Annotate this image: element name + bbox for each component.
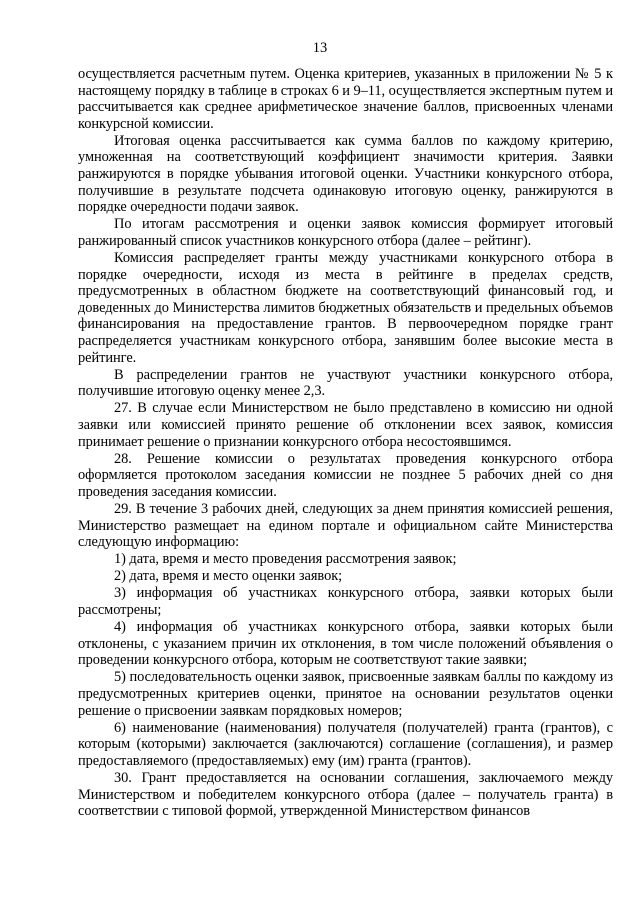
- paragraph-rating: По итогам рассмотрения и оценки заявок комиссия формирует итоговый ранжированный список участников конкурсного отбора (далее – рейтинг).: [78, 216, 613, 249]
- paragraph-minimum-score: В распределении грантов не участвуют участники конкурсного отбора, получившие итоговую оценку менее 2,3.: [78, 366, 613, 400]
- clause-29: 29. В течение 3 рабочих дней, следующих за днем принятия комиссией решения, Министерство размещает на едином портале и официальном сайте Министерства следующую информацию:: [78, 500, 613, 551]
- list-item-3: 3) информация об участниках конкурсного отбора, заявки которых были рассмотрены;: [78, 585, 613, 618]
- document-body: [78, 66, 613, 820]
- list-item-4: 4) информация об участниках конкурсного отбора, заявки которых были отклонены, с указанием причин их отклонения, в том числе положений объявления о проведении конкурсного отбора, которым не соответствуют такие заявки;: [78, 619, 613, 669]
- list-item-6: 6) наименование (наименования) получателя (получателей) гранта (грантов), с которым (которыми) заключается (заключаются) соглашение (соглашения), и размер предоставляемого (предоставляемых) ему (им) гранта (грантов).: [78, 719, 613, 769]
- clause-27: 27. В случае если Министерством не было представлено в комиссию ни одной заявки или комиссией принято решение об отклонении всех заявок, комиссия принимает решение о признании конкурсного отбора несостоявшимся.: [78, 400, 613, 450]
- paragraph-grant-distribution: Комиссия распределяет гранты между участниками конкурсного отбора в порядке очередности, исходя из места в рейтинге в пределах средств, предусмотренных в областном бюджете на соответствующий финансовый год, и доведенных до Министерства лимитов бюджетных обязательств и предельных объемов финансирования на предоставление грантов. В первоочередном порядке грант распределяется участникам конкурсного отбора, занявшим более высокие места в рейтинге.: [78, 250, 613, 366]
- list-item-2: 2) дата, время и место оценки заявок;: [114, 568, 343, 585]
- paragraph-final-score: Итоговая оценка рассчитывается как сумма баллов по каждому критерию, умноженная на соответствующий коэффициент значимости критерия. Заявки ранжируются в порядке убывания итоговой оценки. Участники конкурсного отбора, получившие в результате подсчета одинаковую итоговую оценку, ранжируются в порядке очередности подачи заявок.: [78, 132, 613, 216]
- paragraph-continuation: осуществляется расчетным путем. Оценка критериев, указанных в приложении № 5 к настоящему порядку в таблице в строках 6 и 9–11, осуществляется экспертным путем и рассчитывается как среднее арифметическое значение баллов, присвоенных членами конкурсной комиссии.: [78, 66, 613, 132]
- clause-28: 28. Решение комиссии о результатах проведения конкурсного отбора оформляется протоколом заседания комиссии не позднее 5 рабочих дней со дня проведения заседания комиссии.: [78, 450, 613, 500]
- list-item-1: 1) дата, время и место проведения рассмотрения заявок;: [114, 551, 457, 568]
- page-number: 13: [312, 40, 328, 56]
- list-item-5: 5) последовательность оценки заявок, присвоенные заявкам баллы по каждому из предусмотренных критериев оценки, принятое на основании результатов оценки решение о присвоении заявкам порядковых номеров;: [78, 669, 613, 719]
- clause-30: 30. Грант предоставляется на основании соглашения, заключаемого между Министерством и победителем конкурсного отбора (далее – получатель гранта) в соответствии с типовой формой, утвержденной Министерством финансов: [78, 769, 613, 820]
